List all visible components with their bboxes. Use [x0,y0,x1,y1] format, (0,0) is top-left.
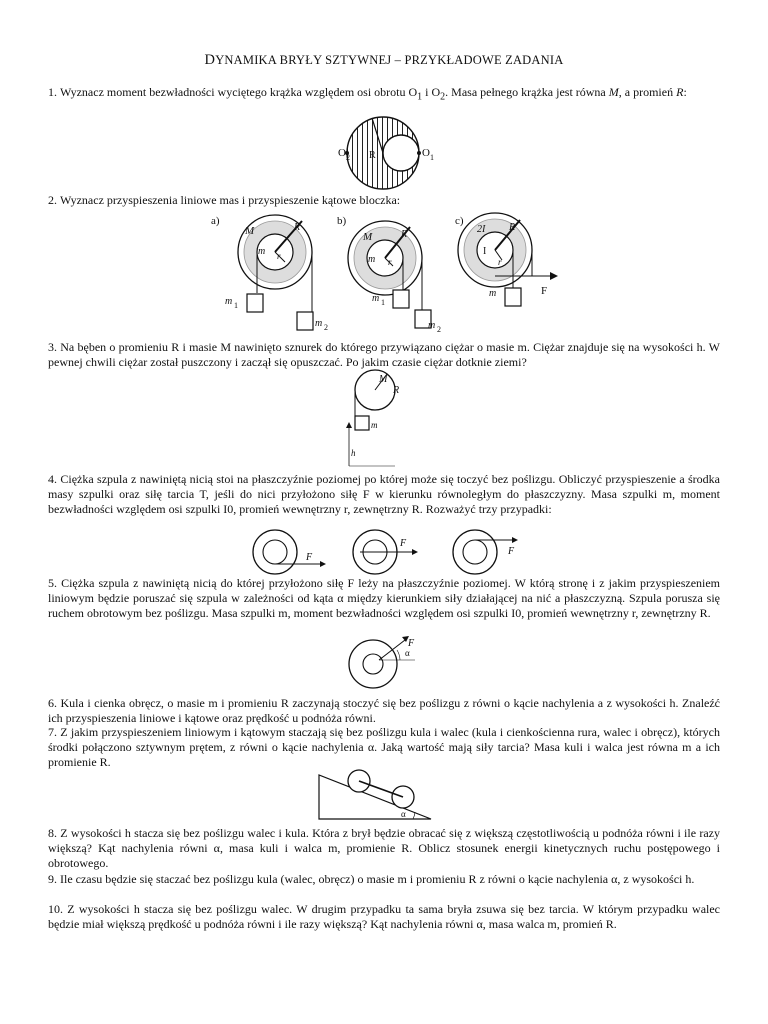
svg-text:F: F [400,538,407,549]
svg-text:1: 1 [381,298,385,307]
svg-text:1: 1 [430,153,434,162]
problem-10: 10. Z wysokości h stacza się bez poślizgu walec. W drugim przypadku ta sama bryła zsuwa się bez tarcia. W którym przypadku walec będzie miał większą prędkość u podnóża równi i ile razy większą? Kąt nachylenia równi α, masa walca m, promień R. [48,902,721,931]
svg-text:r: r [388,257,392,267]
problem-9: 9. Ile czasu będzie się staczać bez poślizgu kula (walec, obręcz) o masie m i promieniu R z równi o kącie nachylenia α, z wysokości h. [48,872,695,886]
svg-text:F: F [408,638,415,649]
page-title: DYNAMIKA BRYŁY SZTYWNEJ – PRZYKŁADOWE ZADANIA [204,52,564,68]
svg-text:a): a) [211,215,220,227]
figure-1-cut-disk [330,112,440,194]
svg-text:I: I [483,246,487,257]
problem-4: 4. Ciężka szpula z nawiniętą nicią stoi na płaszczyźnie poziomej po której może się toczyć bez poślizgu. Obliczyć przyspieszenie a środka masy szpulki oraz siłę tarcia T, jeśli do nici przyłożono siłę F w kierunku równoległym do płaszczyzny. Masa szpulki m, moment bezwładności względem osi szpulki I0, promień wewnętrzny r, zewnętrzny R. Rozważyć trzy przypadki: [48,472,721,516]
svg-text:2: 2 [324,323,328,332]
svg-text:m: m [372,293,380,304]
svg-text:α: α [401,809,406,819]
svg-text:1: 1 [234,301,238,310]
figure-5-spool-angle [345,632,425,690]
svg-text:m: m [489,288,497,299]
svg-text:O: O [422,147,430,159]
problem-1: 1. Wyznacz moment bezwładności wyciętego krążka względem osi obrotu $O_1$ i $O_2$. Masa pełnego krążka jest równa M, a promień R: [48,85,687,103]
problem-8: 8. Z wysokości h stacza się bez poślizgu walec i kula. Która z brył będzie obracać się z większą częstotliwością u podnóża równi i ile razy większą? Kąt nachylenia równi α, masa kuli i walca m, promienie R. Oblicz stosunek energii kinetycznych ruchu postępowego i obrotowego. [48,826,720,870]
svg-text:r: r [498,257,502,267]
svg-text:F: F [541,285,548,297]
spool-case-2 [353,530,418,574]
figure-3-drum [335,368,415,470]
svg-text:c): c) [455,215,464,227]
svg-text:2I: 2I [477,224,486,235]
svg-text:M: M [363,231,373,243]
problem-3: 3. Na bęben o promieniu R i masie M nawinięto sznurek do którego przywiązano ciężar o masie m. Ciężar znajduje się na wysokości h. W pewnej chwili ciężar został puszczony i zaczął się opuszczać. Po jakim czasie ciężar dotknie ziemi? [48,340,721,369]
svg-text:r: r [277,251,281,261]
svg-text:R: R [294,222,301,233]
svg-text:m: m [225,296,233,307]
problem-7: 7. Z jakim przyspieszeniem liniowym i kątowym staczają się bez poślizgu kula i walec (kula i cienkościenna rura, walec i obręcz), których środki połączono sztywnym prętem, z równi o kącie nachylenia α. Jaką wartość mają siły tarcia? Masa kuli i walca jest równa m a ich promienie R. [48,725,720,769]
svg-text:m: m [315,318,323,329]
pulley-a [225,215,328,332]
figure-7-incline [315,765,435,825]
svg-text:α: α [405,648,410,658]
svg-text:O: O [338,147,346,159]
svg-text:R: R [401,229,408,240]
svg-text:2: 2 [437,325,441,334]
svg-text:m: m [371,420,378,430]
svg-text:R: R [393,385,400,396]
svg-text:m: m [368,254,376,265]
svg-text:M: M [245,225,255,237]
problem-6: 6. Kula i cienka obręcz, o masie m i promieniu R zaczynają stoczyć się bez poślizgu z równi o kącie nachylenia a z wysokości h. Znaleźć ich przyspieszenia liniowe i kątowe oraz prędkość u podnóża równi. [48,696,721,725]
svg-text:R: R [369,150,376,161]
svg-text:b): b) [337,215,347,227]
figure-4-spools [240,526,540,578]
svg-text:m: m [258,246,266,257]
figure-2-pulleys [205,210,565,338]
svg-text:F: F [508,546,515,557]
svg-text:2: 2 [346,153,350,162]
svg-text:m: m [428,320,436,331]
spool-case-3 [453,530,518,574]
svg-text:M: M [379,374,388,385]
pulley-b [348,221,441,334]
problem-2: 2. Wyznacz przyspieszenia liniowe mas i przyspieszenie kątowe bloczka: [48,193,401,207]
spool-case-1 [253,530,326,574]
pulley-c [458,213,558,306]
svg-text:F: F [306,552,313,563]
svg-text:R: R [509,222,516,233]
problem-5: 5. Ciężka szpula z nawiniętą nicią do której przyłożono siłę F leży na płaszczyźnie poziomej. W którą stronę i z jakim przyspieszeniem liniowym będzie poruszać się szpula w zależności od kąta α między kierunkiem siły działającej na nić a płaszczyzną. Szpula porusza się ruchem obrotowym bez poślizgu. Masa szpulki m, moment bezwładności względem osi szpulki I0, promień wewnętrzny r, zewnętrzny R. [48,576,721,620]
svg-text:h: h [351,448,356,458]
